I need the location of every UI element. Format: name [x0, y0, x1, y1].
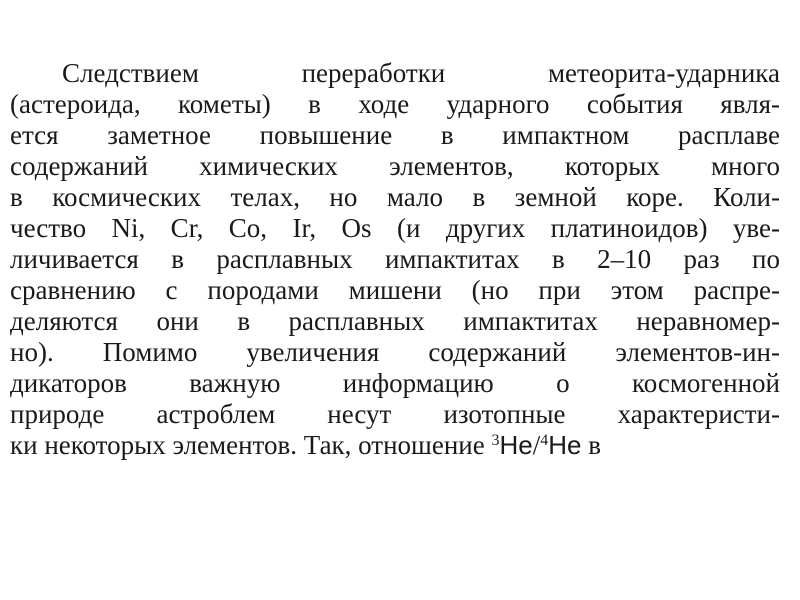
text-line-8: сравнению с породами мишени (но при этом распре-: [10, 275, 780, 305]
isotope-mass-4: 4: [540, 432, 549, 449]
text-line-9: деляются они в расплавных импактитах неравномер-: [10, 306, 780, 336]
text-line-4: содержаний химических элементов, которых много: [10, 151, 780, 181]
text-line-12: природе астроблем несут изотопные характеристи-: [10, 399, 780, 429]
text-line-2: (астероида, кометы) в ходе ударного события явля-: [10, 89, 780, 119]
body-paragraph: [10, 58, 780, 461]
isotope-mass-3: 3: [491, 432, 500, 449]
text-line-11: дикаторов важную информацию о космогенной: [10, 368, 780, 398]
text-line-6: чество Ni, Cr, Co, Ir, Os (и других платиноидов) уве-: [10, 213, 780, 243]
helium-symbol-1: He: [499, 430, 533, 460]
text-line-13: [10, 430, 780, 461]
text-line-1: Следствием переработки метеорита-ударника: [62, 58, 780, 88]
text-line-3: ется заметное повышение в импактном расплаве: [10, 120, 780, 150]
text-line-5: в космических телах, но мало в земной коре. Коли-: [10, 182, 780, 212]
helium-symbol-2: He: [548, 430, 582, 460]
text-line-13-tail: в: [581, 430, 601, 460]
ratio-slash: /: [532, 430, 541, 460]
text-line-13-body: ки некоторых элементов. Так, отношение: [10, 430, 492, 460]
text-line-10: но). Помимо увеличения содержаний элементов-ин-: [10, 337, 780, 367]
text-line-7: личивается в расплавных импактитах в 2–10 раз по: [10, 244, 780, 274]
